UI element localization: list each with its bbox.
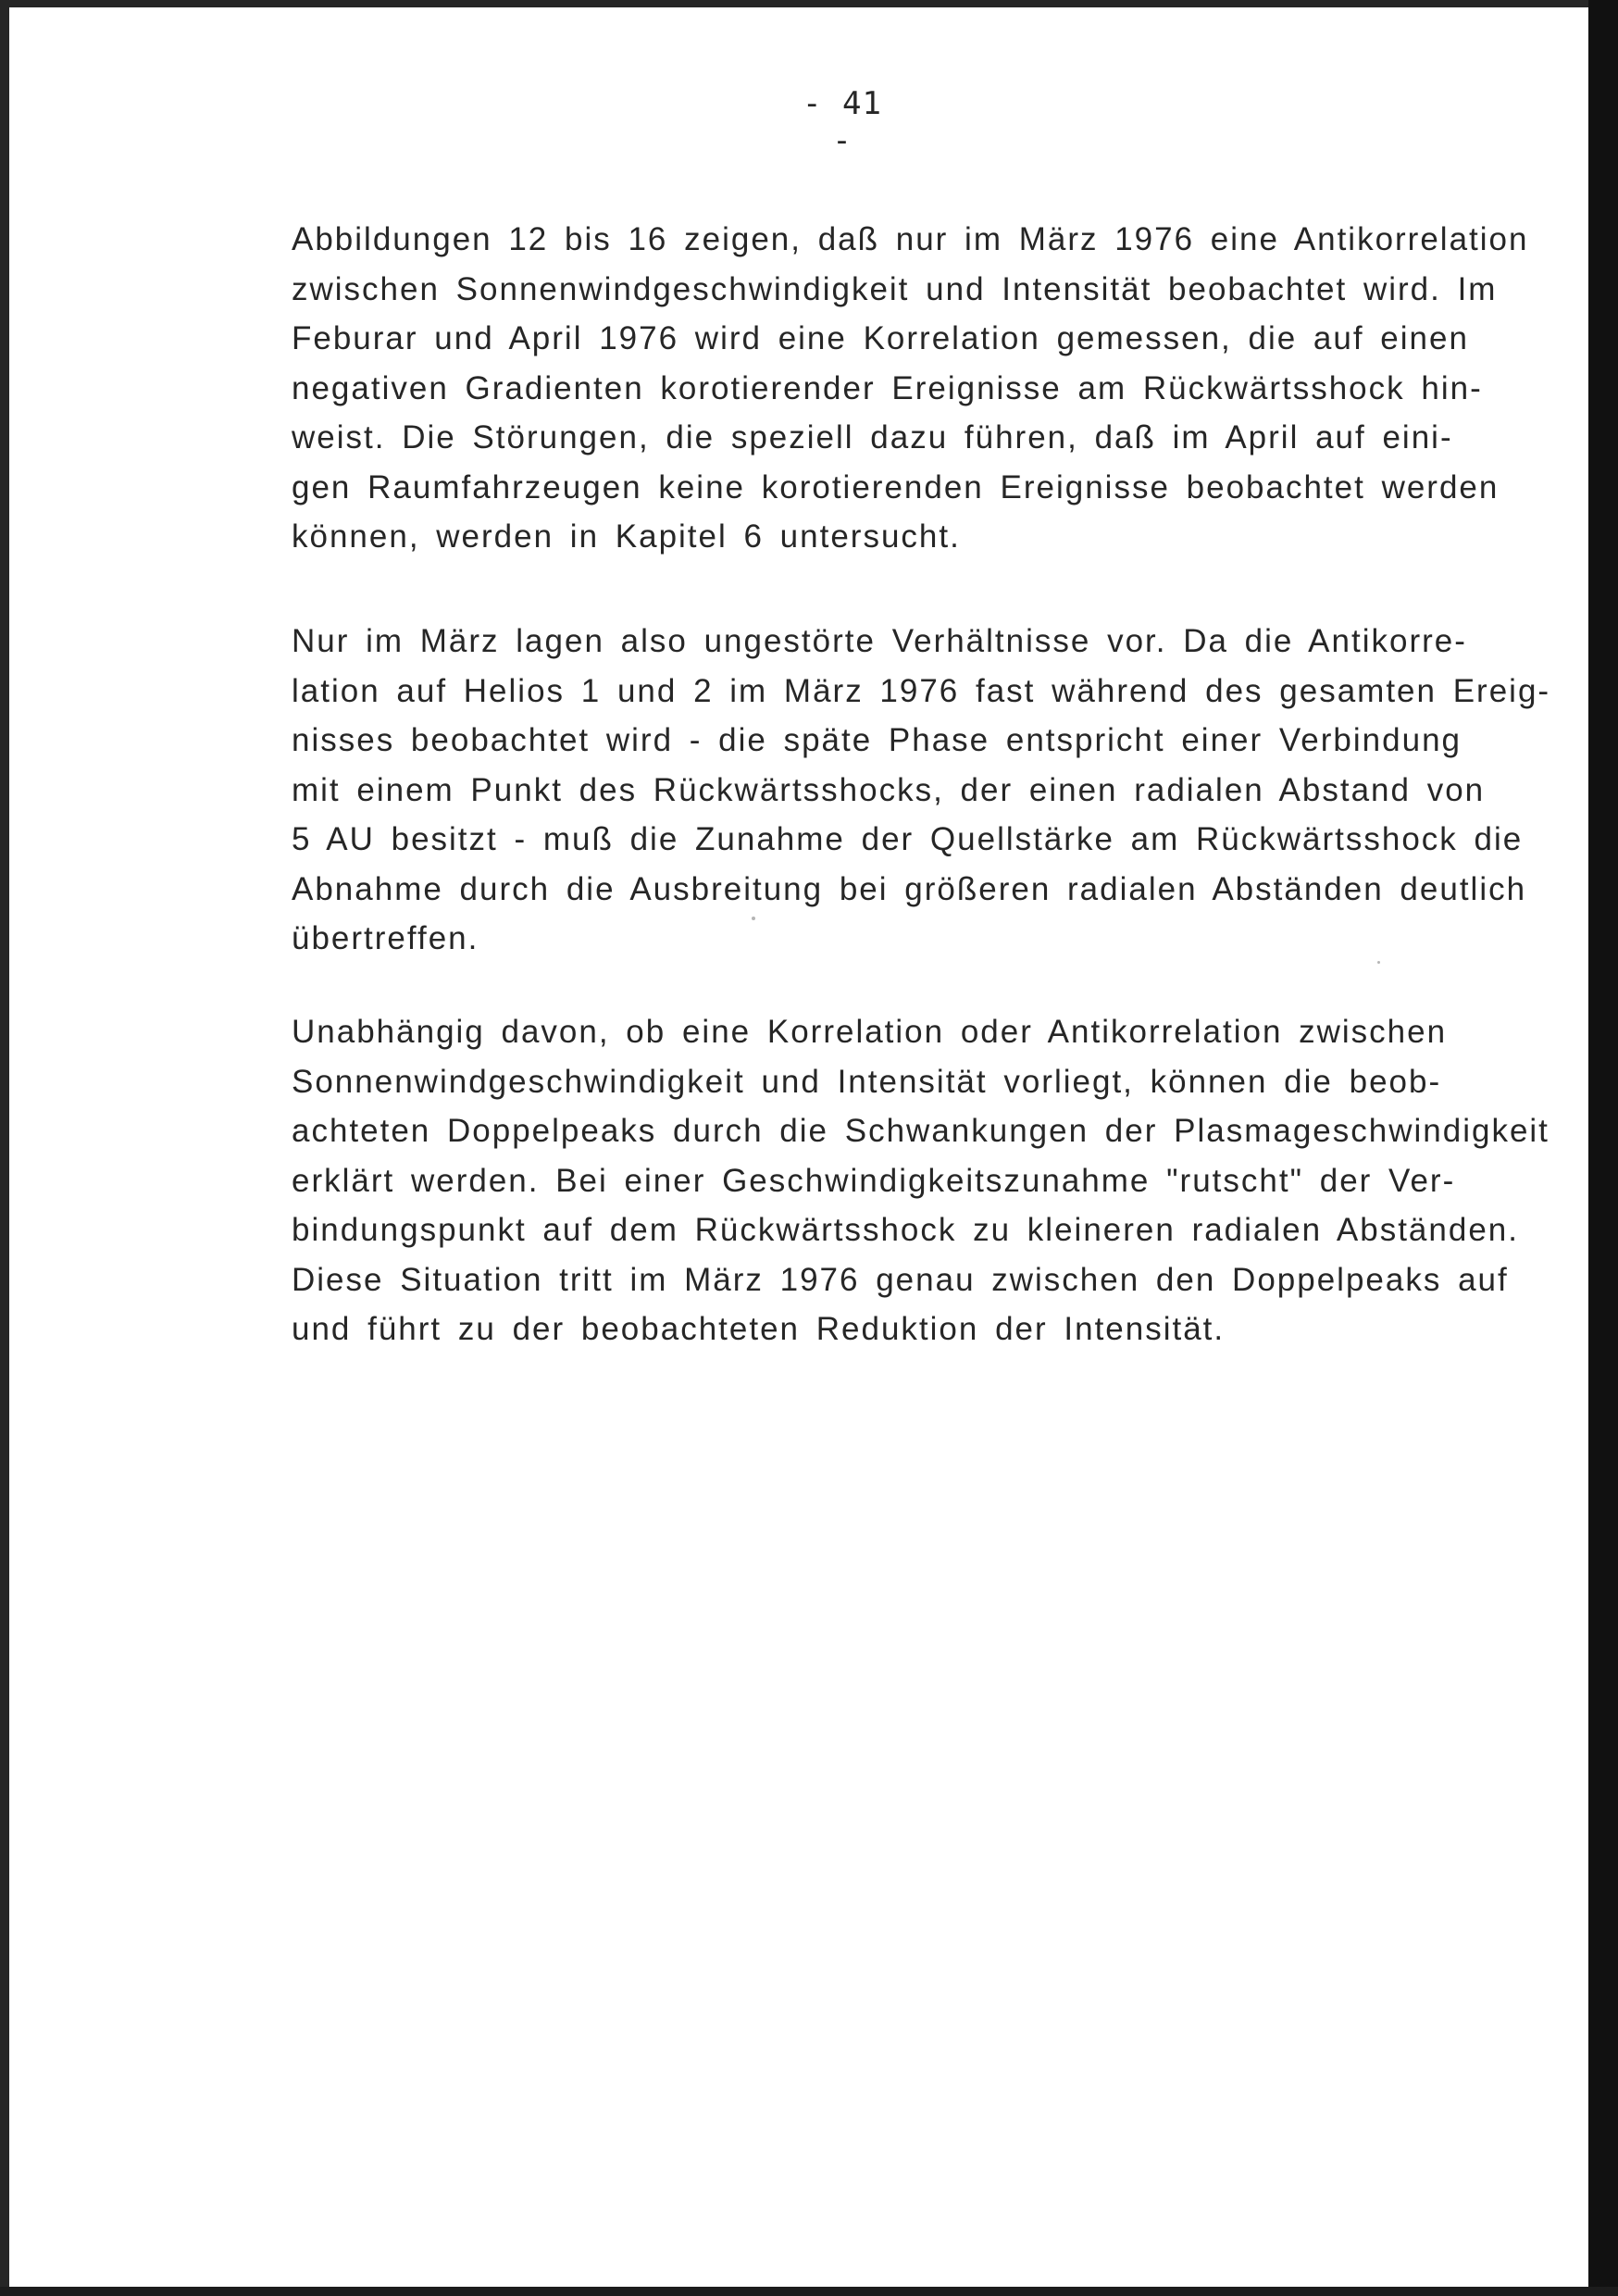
text-line: bindungspunkt auf dem Rückwärtsshock zu kleineren radialen Abständen. bbox=[292, 1212, 1519, 1248]
text-line: zwischen Sonnenwindgeschwindigkeit und Intensität beobachtet wird. Im bbox=[292, 270, 1498, 307]
text-line: erklärt werden. Bei einer Geschwindigkeitszunahme "rutscht" der Ver- bbox=[292, 1162, 1456, 1199]
text-line: übertreffen. bbox=[292, 920, 479, 956]
text-line: 5 AU besitzt - muß die Zunahme der Quellstärke am Rückwärtsshock die bbox=[292, 821, 1524, 857]
text-line: achteten Doppelpeaks durch die Schwankungen der Plasmageschwindigkeit bbox=[292, 1113, 1550, 1149]
text-line: Feburar und April 1976 wird eine Korrelation gemessen, die auf einen bbox=[292, 320, 1469, 356]
text-line: mit einem Punkt des Rückwärtsshocks, der einen radialen Abstand von bbox=[292, 771, 1486, 808]
text-line: nisses beobachtet wird - die späte Phase entspricht einer Verbindung bbox=[292, 722, 1462, 758]
page-number: - 41 - bbox=[803, 85, 882, 159]
text-line: lation auf Helios 1 und 2 im März 1976 fast während des gesamten Ereig- bbox=[292, 672, 1551, 709]
text-line: und führt zu der beobachteten Reduktion der Intensität. bbox=[292, 1311, 1226, 1347]
paragraph-1 bbox=[292, 215, 1529, 562]
scan-border-bottom bbox=[0, 2287, 1618, 2296]
text-line: Diese Situation tritt im März 1976 genau zwischen den Doppelpeaks auf bbox=[292, 1261, 1509, 1298]
text-line: Sonnenwindgeschwindigkeit und Intensität vorliegt, können die beob- bbox=[292, 1063, 1442, 1100]
paragraph-2 bbox=[292, 617, 1551, 964]
scan-border-right bbox=[1588, 0, 1618, 2296]
text-line: können, werden in Kapitel 6 untersucht. bbox=[292, 518, 961, 555]
text-line: weist. Die Störungen, die speziell dazu führen, daß im April auf eini- bbox=[292, 419, 1453, 455]
text-line: negativen Gradienten korotierender Ereignisse am Rückwärtsshock hin- bbox=[292, 369, 1483, 406]
text-line: Abnahme durch die Ausbreitung bei größeren radialen Abständen deutlich bbox=[292, 870, 1527, 907]
text-line: Unabhängig davon, ob eine Korrelation oder Antikorrelation zwischen bbox=[292, 1014, 1448, 1050]
text-line: Nur im März lagen also ungestörte Verhältnisse vor. Da die Antikorre- bbox=[292, 623, 1467, 659]
paragraph-3 bbox=[292, 1007, 1550, 1354]
text-line: gen Raumfahrzeugen keine korotierenden Ereignisse beobachtet werden bbox=[292, 468, 1500, 505]
text-line: Abbildungen 12 bis 16 zeigen, daß nur im März 1976 eine Antikorrelation bbox=[292, 221, 1529, 257]
